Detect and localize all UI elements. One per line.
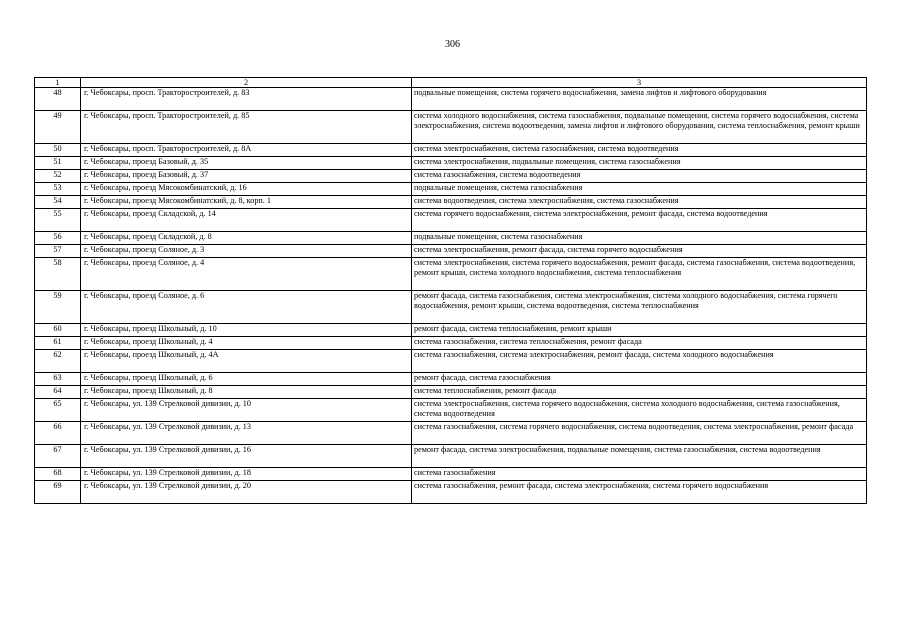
table-row bbox=[35, 386, 867, 399]
row-number: 50 bbox=[35, 144, 81, 157]
row-address: г. Чебоксары, проезд Школьный, д. 4 bbox=[81, 337, 412, 350]
row-works: система электроснабжения, ремонт фасада, система горячего водоснабжения bbox=[412, 245, 867, 258]
page-number: 306 bbox=[445, 39, 460, 50]
row-number: 60 bbox=[35, 324, 81, 337]
row-works: система газоснабжения, ремонт фасада, система электроснабжения, система горячего водоснабжения bbox=[412, 481, 867, 504]
row-address: г. Чебоксары, проезд Школьный, д. 8 bbox=[81, 386, 412, 399]
row-number: 59 bbox=[35, 291, 81, 324]
row-address: г. Чебоксары, проезд Соляное, д. 6 bbox=[81, 291, 412, 324]
row-works: подвальные помещения, система газоснабжения bbox=[412, 183, 867, 196]
row-number: 68 bbox=[35, 468, 81, 481]
row-works: система горячего водоснабжения, система электроснабжения, ремонт фасада, система водоотведения bbox=[412, 209, 867, 232]
row-address: г. Чебоксары, ул. 139 Стрелковой дивизии, д. 20 bbox=[81, 481, 412, 504]
table-row bbox=[35, 111, 867, 144]
table-row bbox=[35, 157, 867, 170]
row-works: система водоотведения, система электроснабжения, система газоснабжения bbox=[412, 196, 867, 209]
table-row bbox=[35, 399, 867, 422]
row-number: 49 bbox=[35, 111, 81, 144]
row-works: ремонт фасада, система электроснабжения, подвальные помещения, система газоснабжения, система водоотведения bbox=[412, 445, 867, 468]
row-works: система газоснабжения bbox=[412, 468, 867, 481]
row-address: г. Чебоксары, просп. Тракторостроителей, д. 8А bbox=[81, 144, 412, 157]
row-number: 56 bbox=[35, 232, 81, 245]
row-works: ремонт фасада, система теплоснабжения, ремонт крыши bbox=[412, 324, 867, 337]
row-works: система холодного водоснабжения, система газоснабжения, подвальные помещения, система горячего водоснабжения, система электроснабжения, система водоотведения, замена лифтов и лифтового оборудования, система теплоснабжения, ремонт крыши bbox=[412, 111, 867, 144]
row-address: г. Чебоксары, проезд Складской, д. 8 bbox=[81, 232, 412, 245]
table-row bbox=[35, 232, 867, 245]
row-address: г. Чебоксары, проезд Базовый, д. 35 bbox=[81, 157, 412, 170]
table-row bbox=[35, 144, 867, 157]
row-number: 48 bbox=[35, 88, 81, 111]
table-row bbox=[35, 88, 867, 111]
table-row bbox=[35, 183, 867, 196]
row-address: г. Чебоксары, просп. Тракторостроителей, д. 85 bbox=[81, 111, 412, 144]
row-number: 57 bbox=[35, 245, 81, 258]
row-number: 53 bbox=[35, 183, 81, 196]
row-works: система газоснабжения, система электроснабжения, ремонт фасада, система холодного водоснабжения bbox=[412, 350, 867, 373]
row-number: 55 bbox=[35, 209, 81, 232]
column-header-works: 3 bbox=[412, 78, 867, 88]
column-header-address: 2 bbox=[81, 78, 412, 88]
row-address: г. Чебоксары, проезд Соляное, д. 4 bbox=[81, 258, 412, 291]
table-row bbox=[35, 422, 867, 445]
table-row bbox=[35, 445, 867, 468]
table-row bbox=[35, 196, 867, 209]
table-header-row bbox=[35, 78, 867, 88]
row-works: подвальные помещения, система горячего водоснабжения, замена лифтов и лифтового оборудования bbox=[412, 88, 867, 111]
row-number: 54 bbox=[35, 196, 81, 209]
table-row bbox=[35, 324, 867, 337]
row-works: система газоснабжения, система теплоснабжения, ремонт фасада bbox=[412, 337, 867, 350]
row-works: система электроснабжения, система газоснабжения, система водоотведения bbox=[412, 144, 867, 157]
row-works: система газоснабжения, система горячего водоснабжения, система водоотведения, система электроснабжения, ремонт фасада bbox=[412, 422, 867, 445]
row-number: 66 bbox=[35, 422, 81, 445]
housing-repair-table bbox=[34, 77, 867, 504]
row-address: г. Чебоксары, ул. 139 Стрелковой дивизии, д. 16 bbox=[81, 445, 412, 468]
row-number: 51 bbox=[35, 157, 81, 170]
row-number: 65 bbox=[35, 399, 81, 422]
table-row bbox=[35, 209, 867, 232]
row-address: г. Чебоксары, проезд Школьный, д. 4А bbox=[81, 350, 412, 373]
row-number: 63 bbox=[35, 373, 81, 386]
row-works: ремонт фасада, система газоснабжения, система электроснабжения, система холодного водоснабжения, система горячего водоснабжения, ремонт крыши, система водоотведения, система теплоснабжения bbox=[412, 291, 867, 324]
row-works: система теплоснабжения, ремонт фасада bbox=[412, 386, 867, 399]
row-number: 52 bbox=[35, 170, 81, 183]
row-address: г. Чебоксары, ул. 139 Стрелковой дивизии, д. 10 bbox=[81, 399, 412, 422]
table-row bbox=[35, 337, 867, 350]
table-row bbox=[35, 245, 867, 258]
row-number: 67 bbox=[35, 445, 81, 468]
row-address: г. Чебоксары, просп. Тракторостроителей, д. 83 bbox=[81, 88, 412, 111]
row-number: 58 bbox=[35, 258, 81, 291]
row-number: 62 bbox=[35, 350, 81, 373]
row-number: 69 bbox=[35, 481, 81, 504]
row-number: 61 bbox=[35, 337, 81, 350]
row-address: г. Чебоксары, проезд Школьный, д. 6 bbox=[81, 373, 412, 386]
row-address: г. Чебоксары, проезд Школьный, д. 10 bbox=[81, 324, 412, 337]
row-works: система электроснабжения, система горячего водоснабжения, ремонт фасада, система газоснабжения, система водоотведения, ремонт крыши, система холодного водоснабжения, система теплоснабжения bbox=[412, 258, 867, 291]
row-address: г. Чебоксары, ул. 139 Стрелковой дивизии, д. 18 bbox=[81, 468, 412, 481]
row-address: г. Чебоксары, проезд Соляное, д. 3 bbox=[81, 245, 412, 258]
row-address: г. Чебоксары, проезд Базовый, д. 37 bbox=[81, 170, 412, 183]
table-row bbox=[35, 291, 867, 324]
row-number: 64 bbox=[35, 386, 81, 399]
row-works: подвальные помещения, система газоснабжения bbox=[412, 232, 867, 245]
row-address: г. Чебоксары, ул. 139 Стрелковой дивизии, д. 13 bbox=[81, 422, 412, 445]
row-works: система электроснабжения, подвальные помещения, система газоснабжения bbox=[412, 157, 867, 170]
row-address: г. Чебоксары, проезд Мясокомбинатский, д. 16 bbox=[81, 183, 412, 196]
table-row bbox=[35, 170, 867, 183]
row-works: система газоснабжения, система водоотведения bbox=[412, 170, 867, 183]
table-row bbox=[35, 373, 867, 386]
table-row bbox=[35, 258, 867, 291]
column-header-number: 1 bbox=[35, 78, 81, 88]
table-row bbox=[35, 481, 867, 504]
table-row bbox=[35, 350, 867, 373]
row-address: г. Чебоксары, проезд Мясокомбинатский, д. 8, корп. 1 bbox=[81, 196, 412, 209]
row-address: г. Чебоксары, проезд Складской, д. 14 bbox=[81, 209, 412, 232]
row-works: система электроснабжения, система горячего водоснабжения, система холодного водоснабжения, система газоснабжения, система водоотведения bbox=[412, 399, 867, 422]
table-row bbox=[35, 468, 867, 481]
row-works: ремонт фасада, система газоснабжения bbox=[412, 373, 867, 386]
